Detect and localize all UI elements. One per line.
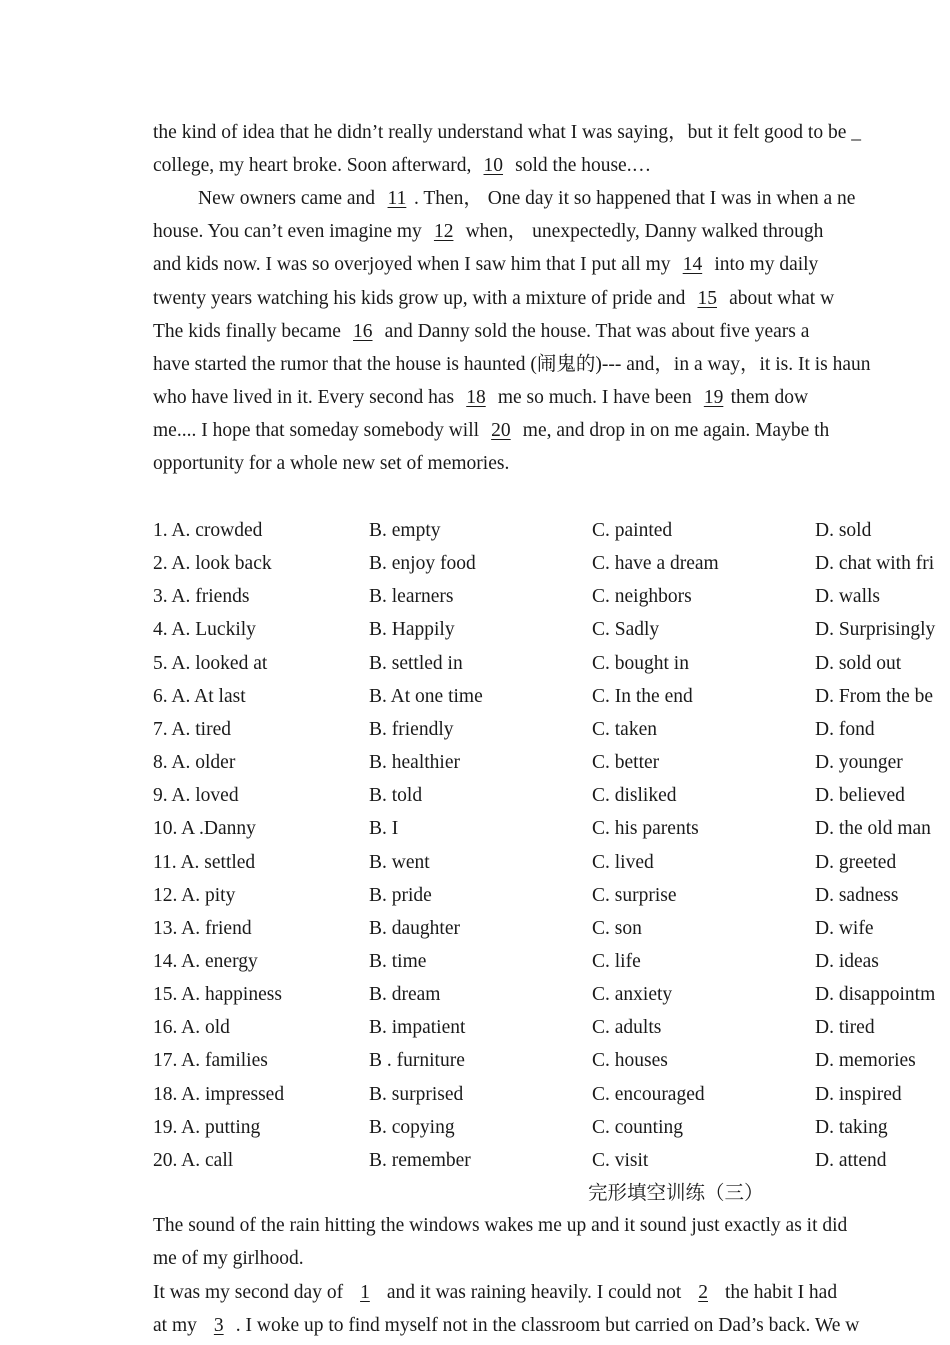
- option-b[interactable]: B. went: [369, 851, 430, 873]
- passage-line: [153, 386, 808, 410]
- passage-text: into my daily: [709, 254, 819, 276]
- option-b[interactable]: B. learners: [369, 586, 454, 608]
- option-b[interactable]: B. copying: [369, 1116, 455, 1138]
- option-a[interactable]: 7. A. tired: [153, 718, 231, 740]
- option-c[interactable]: C. bought in: [592, 652, 689, 674]
- option-c[interactable]: C. In the end: [592, 685, 693, 707]
- option-b[interactable]: B. friendly: [369, 718, 454, 740]
- passage-line: [153, 253, 818, 277]
- passage-text: the habit I had: [720, 1281, 838, 1303]
- option-c[interactable]: C. better: [592, 752, 660, 774]
- passage-text: The sound of the rain hitting the windows wakes me up and it sound just exactly as it did: [153, 1215, 848, 1236]
- option-a[interactable]: 9. A. loved: [153, 785, 239, 807]
- option-a[interactable]: 15. A. happiness: [153, 984, 282, 1006]
- answer-blank[interactable]: 10: [483, 155, 504, 177]
- option-c[interactable]: C. lived: [592, 851, 654, 873]
- option-a[interactable]: 13. A. friend: [153, 917, 252, 939]
- passage-text: me.... I hope that someday somebody will: [153, 419, 484, 441]
- passage-text: at my: [153, 1314, 202, 1336]
- passage-text: when， unexpectedly, Danny walked through: [460, 221, 824, 243]
- option-b[interactable]: B. Happily: [369, 619, 455, 641]
- answer-blank[interactable]: 12: [433, 221, 454, 243]
- option-b[interactable]: B. enjoy food: [369, 553, 476, 575]
- option-c[interactable]: C. houses: [592, 1050, 668, 1072]
- passage-text: . Then， One day it so happened that I was in when a ne: [413, 188, 856, 210]
- passage-line: [153, 1214, 847, 1238]
- option-c[interactable]: C. surprise: [592, 884, 677, 906]
- answer-blank[interactable]: 19: [703, 386, 724, 408]
- option-a[interactable]: 12. A. pity: [153, 884, 236, 906]
- passage-line: [153, 452, 509, 476]
- option-b[interactable]: B. dream: [369, 984, 441, 1006]
- option-c[interactable]: C. have a dream: [592, 553, 719, 575]
- option-c[interactable]: C. neighbors: [592, 586, 692, 608]
- option-c[interactable]: C. life: [592, 950, 641, 972]
- option-d[interactable]: D. walls: [815, 586, 880, 608]
- option-b[interactable]: B. settled in: [369, 652, 463, 674]
- option-d[interactable]: D. ideas: [815, 950, 879, 972]
- passage-text: opportunity for a whole new set of memories.: [153, 453, 510, 474]
- option-b[interactable]: B. daughter: [369, 917, 460, 939]
- option-d[interactable]: D. attend: [815, 1149, 887, 1171]
- option-c[interactable]: C. Sadly: [592, 619, 660, 641]
- passage-text: New owners came and: [198, 188, 380, 210]
- option-c[interactable]: C. his parents: [592, 818, 699, 840]
- option-c[interactable]: C. son: [592, 917, 642, 939]
- passage-line: [153, 220, 823, 244]
- option-b[interactable]: B. At one time: [369, 685, 483, 707]
- option-a[interactable]: 4. A. Luckily: [153, 619, 256, 641]
- passage-text: me, and drop in on me again. Maybe th: [517, 419, 830, 441]
- passage-line: [153, 1281, 837, 1305]
- answer-blank[interactable]: 3: [213, 1314, 224, 1336]
- option-d[interactable]: D. inspired: [815, 1083, 902, 1105]
- option-c[interactable]: C. counting: [592, 1116, 683, 1138]
- passage-text: have started the rumor that the house is haunted (闹鬼的)--- and，in a way，it is. It is haun: [153, 353, 871, 375]
- option-d[interactable]: D. tired: [815, 1017, 875, 1039]
- passage-line: [153, 287, 834, 311]
- answer-blank[interactable]: 2: [698, 1281, 708, 1303]
- option-d[interactable]: D. sadness: [815, 884, 899, 906]
- option-d[interactable]: D. wife: [815, 917, 874, 939]
- option-d[interactable]: D. sold: [815, 520, 872, 541]
- option-c[interactable]: C. encouraged: [592, 1083, 705, 1105]
- passage-line: [153, 1314, 859, 1338]
- option-c[interactable]: C. anxiety: [592, 984, 673, 1006]
- passage-line: [153, 121, 861, 145]
- option-b[interactable]: B. remember: [369, 1149, 471, 1171]
- option-c[interactable]: C. disliked: [592, 785, 677, 807]
- passage-text: and it was raining heavily. I could not: [381, 1281, 687, 1303]
- passage-text: and kids now. I was so overjoyed when I saw him that I put all my: [153, 254, 676, 276]
- answer-blank[interactable]: 14: [682, 254, 703, 276]
- option-d[interactable]: D. Surprisingly: [815, 619, 936, 641]
- option-d[interactable]: D. From the be: [815, 685, 934, 707]
- answer-blank[interactable]: 16: [353, 320, 373, 342]
- option-a[interactable]: 20. A. call: [153, 1149, 234, 1171]
- passage-text: house. You can’t even imagine my: [153, 221, 427, 243]
- passage-text: . I woke up to find myself not in the classroom but carried on Dad’s back. We w: [235, 1314, 860, 1336]
- option-d[interactable]: D. memories: [815, 1050, 916, 1072]
- option-b[interactable]: B. empty: [369, 520, 441, 541]
- passage-text: twenty years watching his kids grow up, with a mixture of pride and: [153, 287, 691, 309]
- option-a[interactable]: 17. A. families: [153, 1050, 268, 1072]
- option-d[interactable]: D. the old man: [815, 818, 931, 840]
- option-d[interactable]: D. greeted: [815, 851, 897, 873]
- option-d[interactable]: D. fond: [815, 718, 875, 740]
- passage-line: [153, 154, 651, 178]
- section-heading: 完形填空训练（三）: [588, 1181, 764, 1204]
- option-d[interactable]: D. taking: [815, 1116, 888, 1138]
- option-b[interactable]: B. told: [369, 785, 423, 807]
- passage-text: about what w: [724, 287, 835, 309]
- passage-text: me so much. I have been: [492, 386, 697, 408]
- passage-text: college, my heart broke. Soon afterward,: [153, 155, 477, 177]
- option-c[interactable]: C. taken: [592, 718, 657, 740]
- option-a[interactable]: 2. A. look back: [153, 553, 272, 575]
- option-b[interactable]: B. healthier: [369, 752, 460, 774]
- option-d[interactable]: D. disappointm: [815, 984, 936, 1006]
- option-a[interactable]: 3. A. friends: [153, 586, 250, 608]
- option-b[interactable]: B. time: [369, 950, 427, 972]
- passage-line: [153, 419, 829, 443]
- option-b[interactable]: B. impatient: [369, 1017, 466, 1039]
- option-a[interactable]: 16. A. old: [153, 1017, 230, 1039]
- answer-blank[interactable]: 15: [697, 287, 717, 309]
- option-a[interactable]: 1. A. crowded: [153, 520, 263, 541]
- option-b[interactable]: B . furniture: [369, 1050, 465, 1072]
- passage-text: It was my second day of: [153, 1281, 348, 1303]
- passage-text: me of my girlhood.: [153, 1248, 304, 1270]
- passage-line: [153, 1247, 304, 1271]
- option-a[interactable]: 6. A. At last: [153, 685, 246, 707]
- option-a[interactable]: 10. A .Danny: [153, 818, 256, 840]
- answer-blank[interactable]: 11: [387, 188, 407, 210]
- option-c[interactable]: C. adults: [592, 1017, 662, 1039]
- option-b[interactable]: B. pride: [369, 884, 432, 906]
- passage-text: the kind of idea that he didn’t really understand what I was saying，but it felt good to be _: [153, 122, 861, 143]
- passage-line: [153, 320, 809, 344]
- option-a[interactable]: 8. A. older: [153, 752, 236, 774]
- option-d[interactable]: D. younger: [815, 752, 903, 774]
- option-a[interactable]: 18. A. impressed: [153, 1083, 285, 1105]
- option-b[interactable]: B. I: [369, 818, 399, 840]
- answer-blank[interactable]: 18: [466, 386, 486, 408]
- option-b[interactable]: B. surprised: [369, 1083, 464, 1105]
- passage-line: [198, 187, 855, 211]
- option-a[interactable]: 5. A. looked at: [153, 652, 268, 674]
- option-d[interactable]: D. chat with fri: [815, 553, 935, 575]
- option-a[interactable]: 19. A. putting: [153, 1116, 261, 1138]
- option-a[interactable]: 11. A. settled: [153, 851, 256, 873]
- option-a[interactable]: 14. A. energy: [153, 950, 258, 972]
- passage-text: The kids finally became: [153, 320, 346, 342]
- passage-text: them dow: [730, 386, 809, 408]
- passage-text: sold the house.…: [510, 155, 652, 177]
- option-c[interactable]: C. visit: [592, 1149, 649, 1171]
- answer-blank[interactable]: 20: [491, 419, 511, 441]
- passage-line: [153, 353, 871, 377]
- passage-text: who have lived in it. Every second has: [153, 386, 459, 408]
- answer-blank[interactable]: 1: [360, 1281, 370, 1303]
- option-c[interactable]: C. painted: [592, 520, 673, 541]
- option-d[interactable]: D. believed: [815, 785, 905, 807]
- option-d[interactable]: D. sold out: [815, 652, 902, 674]
- passage-text: and Danny sold the house. That was about five years a: [379, 320, 810, 342]
